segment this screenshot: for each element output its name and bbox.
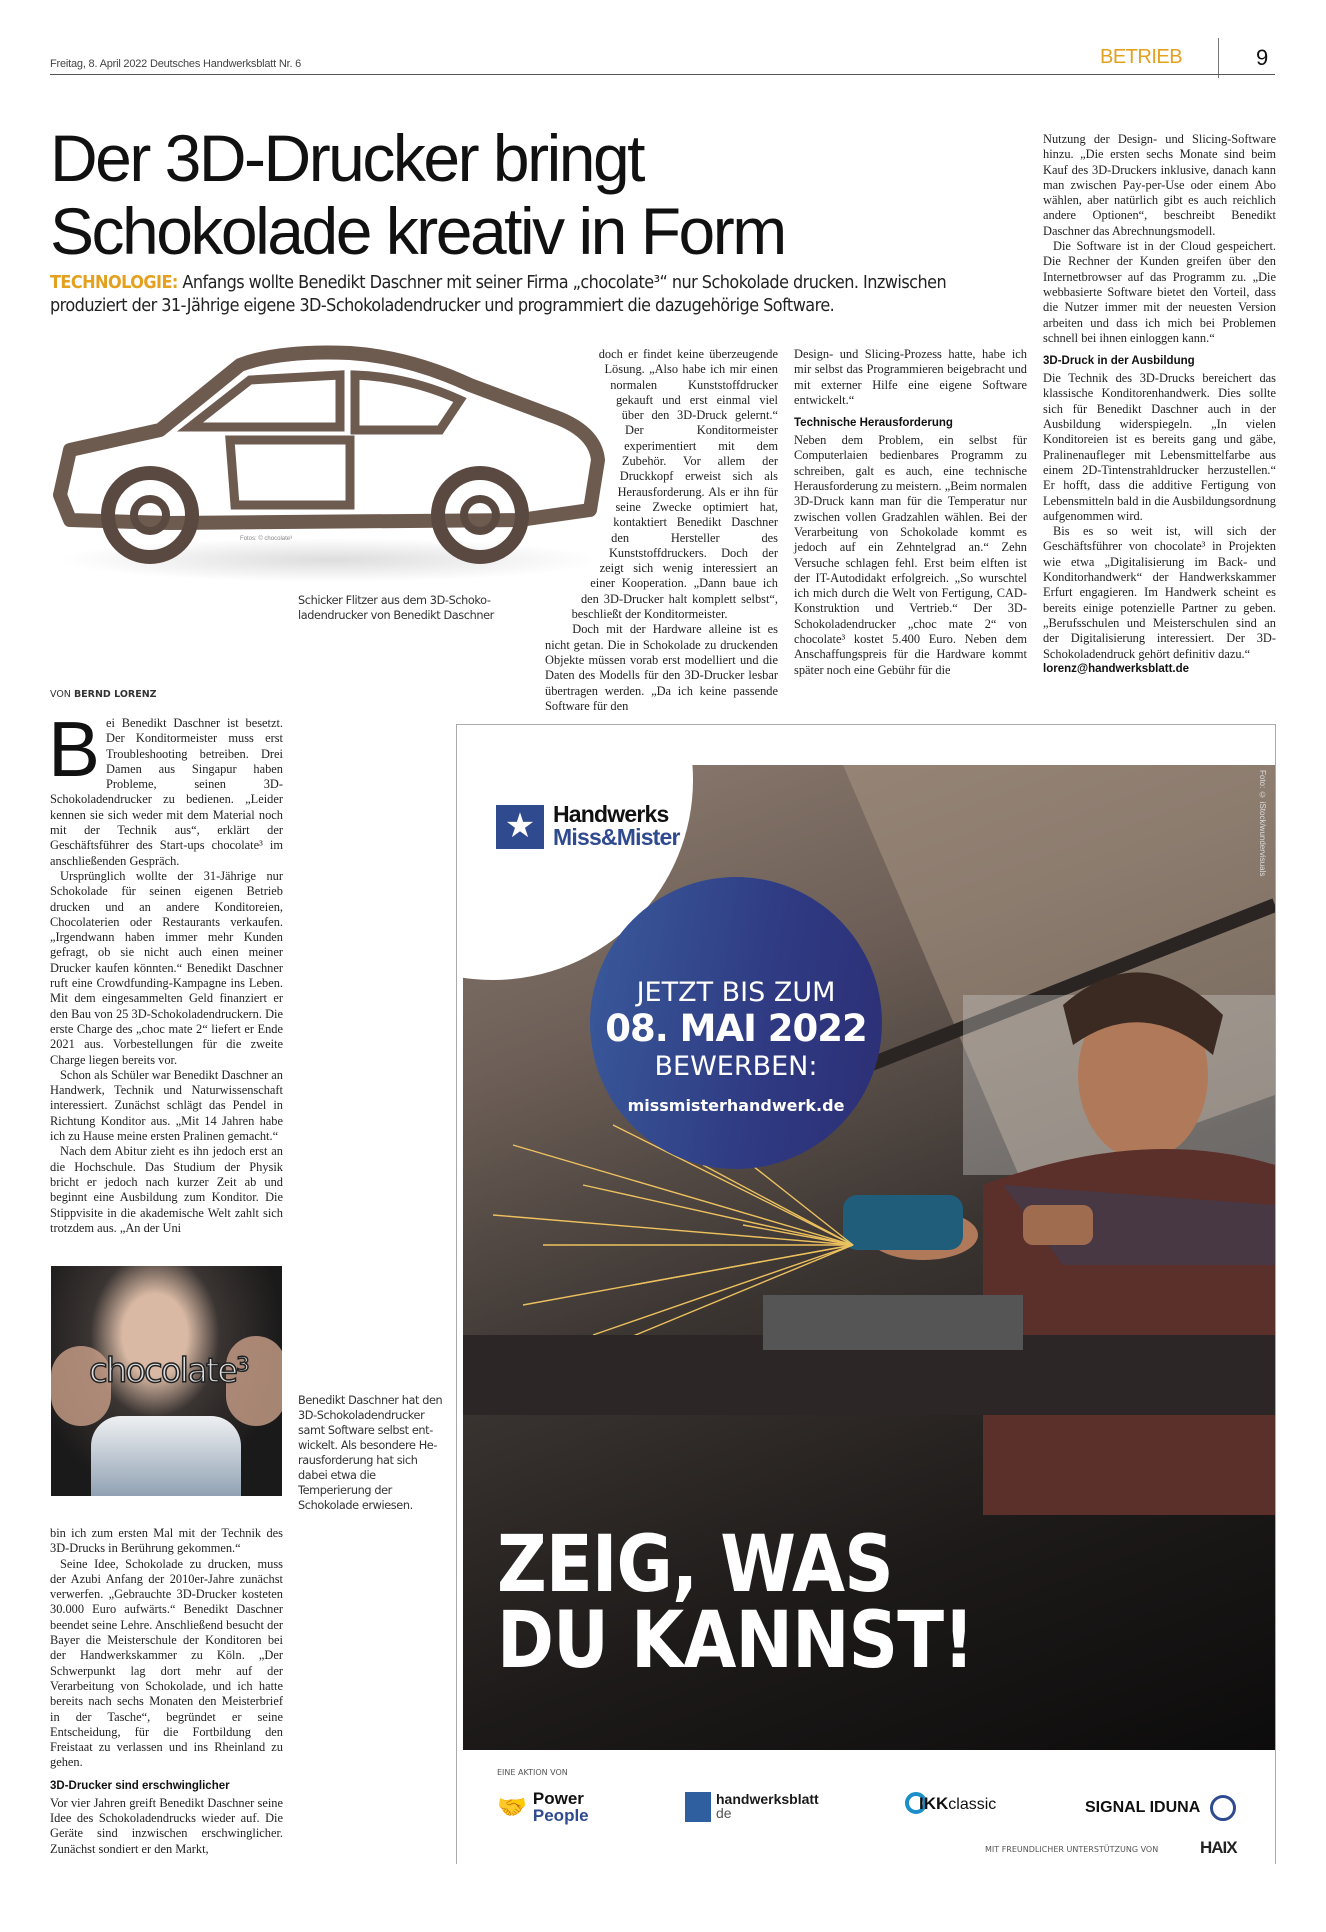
campaign-url[interactable]: missmisterhandwerk.de — [627, 1095, 845, 1115]
header-divider — [1218, 38, 1219, 78]
ad-photo — [463, 765, 1275, 1750]
header-rule — [50, 74, 1275, 75]
headline-line-1: Der 3D-Drucker bringt — [50, 121, 643, 195]
action-label: EINE AKTION VON — [497, 1768, 568, 1777]
issue-info: Freitag, 8. April 2022 Deutsches Handwerksblatt Nr. 6 — [50, 58, 302, 70]
article-teaser — [50, 272, 952, 318]
paragraph: Design- und Slicing-Prozess hatte, habe ich mir selbst das Programmieren beigebracht und mit externer Hilfe eine eigene Software entwickelt.“ — [794, 347, 1027, 407]
chocolate-car-photo — [50, 345, 610, 590]
slogan-line-2: DU KANNST! — [497, 1596, 974, 1687]
column-3 — [794, 347, 1027, 678]
column-4 — [1043, 132, 1276, 677]
deadline-circle — [590, 877, 882, 1169]
photo-credit: Fotos: © chocolate³ — [240, 536, 293, 542]
ad-slogan — [497, 1520, 1039, 1687]
byline — [50, 689, 157, 700]
headline-line-2: Schokolade kreativ in Form — [50, 193, 785, 268]
article-headline — [50, 122, 785, 267]
subheading: Technische Herausforderung — [794, 417, 953, 430]
author-email[interactable]: lorenz@handwerksblatt.de — [1043, 662, 1190, 675]
haix-logo: HAIX — [1200, 1838, 1237, 1857]
paragraph: Die Software ist in der Cloud gespeichert. Die Rechner der Kunden greifen über den Internetbrowser auf das Programm zu. „Die webbasierte Software bietet den Vorteil, dass die Nutzer immer mit der neuesten Version arbeiten und dass ich mich bei Problemen schnell bei ihnen einloggen kann.“ — [1043, 239, 1276, 345]
support-label: MIT FREUNDLICHER UNTERSTÜTZUNG VON — [985, 1845, 1159, 1854]
paragraph: Doch mit der Hardware alleine ist es nicht getan. Die in Schokolade zu druckenden Objekte müssen vorab erst modelliert und die Daten des Modells für den 3D-Drucker lesbar übertragen werden. „Da ich keine passende Software für den — [545, 622, 778, 713]
miss-mister-logo — [553, 803, 680, 849]
kicker: TECHNOLOGIE: — [50, 273, 178, 293]
column-1-top — [48, 705, 283, 1236]
byline-prefix: VON — [50, 689, 74, 700]
sponsor-signal-iduna — [1085, 1795, 1236, 1821]
chef-photo — [51, 1266, 282, 1496]
chef-apron — [91, 1416, 241, 1496]
sponsor-power-people — [497, 1790, 589, 1824]
signal-iduna-logo-icon — [1210, 1795, 1236, 1821]
handwerksblatt-logo-icon — [685, 1792, 711, 1822]
teaser-text: Anfangs wollte Benedikt Daschner mit seiner Firma „chocolate³“ nur Schokolade drucken. Inzwischen produziert der 31-Jährige eigene 3D-Schokoladendrucker und programmiert die dazugehörige Software. — [50, 273, 947, 317]
car-caption: Schicker Flitzer aus dem 3D-Schoko-ladendrucker von Benedikt Daschner — [298, 594, 494, 622]
sponsor-name: SIGNAL IDUNA — [1085, 1799, 1201, 1816]
sponsor-name: People — [532, 1806, 589, 1825]
paragraph: Seine Idee, Schokolade zu drucken, muss der Azubi Anfang der 2010er-Jahre zunächst verwerfen. „Gebrauchte 3D-Drucker kosteten 30.000 Euro aufwärts.“ Benedikt Daschner beendet seine Lehre. Anschließend besucht der Bayer die Meisterschule der Konditoren bei der Handwerkskammer zu Köln. „Der Schwerpunkt lag dort mehr auf der Verarbeitung von Schokolade, und ich hatte bereits nach sechs Monaten den Meisterbrief in der Tasche“, begründet er seine Entscheidung, für die Fortbildung den Freistaat zu verlassen und ins Rheinland zu gehen. — [50, 1556, 283, 1770]
section-label: BETRIEB — [1100, 46, 1183, 68]
paragraph: doch er findet keine überzeugende Lösung. „Also habe ich mir einen normalen Kunststoffdrucker gekauft und erst einmal viel über den 3D-Druck gelernt.“ Der Konditormeister experimentiert mit dem Zubehör. Vor allem der Druckkopf erweist sich als Herausforderung. Als er ihn für seine Zwecke optimiert hat, kontaktiert Benedikt Daschner den Hersteller des Kunststoffdruckers. Doch der zeigt sich wenig interessiert an einer Kooperation. „Dann baue ich den 3D-Drucker halt komplett selbst“, beschließt der Konditormeister. — [571, 347, 778, 622]
logo-line-1: Handwerks — [553, 801, 669, 827]
page-number: 9 — [1256, 45, 1269, 70]
author-name: BERND LORENZ — [73, 689, 157, 700]
sponsor-handwerksblatt — [685, 1792, 819, 1822]
paragraph: Nutzung der Design- und Slicing-Software hinzu. „Die ersten sechs Monate sind beim Kauf des 3D-Druckers inklusive, danach kann man zwischen Pay-per-Use oder einem Abo wählen, aber natürlich gibt es auch reichlich andere Optionen“, beschreibt Benedikt Daschner das Abrechnungsmodell. — [1043, 132, 1276, 238]
circle-line-1: JETZT BIS ZUM — [636, 977, 836, 1008]
sponsor-name: IKK — [919, 1794, 949, 1813]
circle-date: 08. MAI 2022 — [605, 1007, 867, 1050]
ad-photo-credit: Foto: © iStock/wundervisuals — [1258, 770, 1267, 877]
paragraph-text: ei Benedikt Daschner ist besetzt. Der Konditormeister muss erst Troubleshooting betreiben. Drei Damen aus Singapur haben Probleme, seinen 3D-Schokoladendrucker zu bedienen. „Leider kennen sie sich weder mit dem Material noch mit der Technik aus“, erklärt der Geschäftsführer des Start-ups chocolate³ im anschließenden Gespräch. — [50, 716, 283, 868]
sponsor-suffix: de — [716, 1805, 732, 1821]
handshake-icon: 🤝 — [497, 1794, 527, 1821]
paragraph: Bis es so weit ist, will sich der Geschäftsführer von chocolate³ in Projekten wie etwa „Digitalisierung im Back- und Konditorhandwerk“ der Handwerkskammer Erfurt engagieren. Im Handwerk scheint es bereits einige potenzielle Partner zu geben. „Berufsschulen und Meisterschulen sind an der Digitalisierung interessiert. Der 3D-Schokoladendruck gehört definitiv dazu.“ — [1043, 524, 1276, 661]
drop-cap: B — [48, 705, 101, 793]
paragraph: Vor vier Jahren greift Benedikt Daschner seine Idee des Schokoladendrucks wieder auf. Die Geräte sind inzwischen erschwinglicher. Zunächst sondiert er den Markt, — [50, 1795, 283, 1856]
sponsor-ikk-classic — [905, 1792, 996, 1814]
paragraph: Neben dem Problem, ein selbst für Computerlaien bedienbares Programm zu schreiben, galt es auch, eine technische Herausforderung zu meistern. „Beim normalen 3D-Druck kann man für die Temperatur nur zwischen vollen Gradzahlen wählen. Bei der Verarbeitung von Schokolade kommt es jedoch auf ein Zehntelgrad an.“ Zehn Versuche schlagen fehl. Erst beim elften ist der IT-Autodidakt erfolgreich. „So wurschtel ich mich durch die Welt von Fertigung, CAD-Konstruktion und Vertrieb.“ Der 3D-Schokoladendrucker „choc mate 2“ von chocolate³ kostet 5.400 Euro. Neben dem Anschaffungspreis für die Hardware kommt später noch eine Gebühr für die — [794, 433, 1027, 677]
sponsor-name: Power — [532, 1789, 584, 1808]
column-2 — [545, 347, 778, 714]
chef-caption: Benedikt Daschner hat den 3D-Schokoladendrucker samt Software selbst ent-wickelt. Als besondere He-rausforderung hat sich dabei etwa die Temperierung der Schokolade erwiesen. — [298, 1394, 443, 1512]
logo-line-2: Miss&Mister — [553, 824, 680, 850]
circle-line-3: BEWERBEN: — [654, 1050, 818, 1082]
subheading: 3D-Druck in der Ausbildung — [1043, 355, 1195, 368]
sponsor-name: handwerksblatt — [716, 1791, 819, 1807]
chocolate-logo: chocolate³ — [89, 1351, 248, 1391]
sponsor-name-suffix: classic — [948, 1796, 997, 1813]
paragraph: Ursprünglich wollte der 31-Jährige nur Schokolade für seinen eigenen Betrieb drucken und an andere Konditoreien, Chocolaterien oder Restaurants verkaufen. „Irgendwann haben immer mehr Kunden gefragt, ob sie nicht auch einen meiner Drucker kaufen könnten.“ Benedikt Daschner ruft eine Crowdfunding-Kampagne ins Leben. Mit dem eingesammelten Geld finanziert er den Bau von 25 3D-Schokoladendruckern. Die erste Charge des „choc mate 2“ liefert er Ende 2021 aus. Vorbestellungen für die zweite Charge liegen bereits vor. — [50, 868, 283, 1067]
car-illustration — [50, 345, 610, 590]
slogan-line-1: ZEIG, WAS — [497, 1520, 893, 1610]
paragraph: Die Technik des 3D-Drucks bereichert das klassische Konditorenhandwerk. Dies sollte sich für Benedikt Daschner auch in der Ausbildung widerspiegeln. „In vielen Konditoreien ist es bereits gang und gäbe, Pralinenaufleger mit Lebensmittelfarbe aus einem 2D-Tintenstrahldrucker herzustellen.“ Er hofft, dass die additive Fertigung von Lebensmitteln bald in die Ausbildungsordnung aufgenommen wird. — [1043, 371, 1276, 523]
star-icon: ★ — [496, 805, 544, 849]
column-1-bottom — [50, 1526, 283, 1857]
paragraph: Nach dem Abitur zieht es ihn jedoch erst an die Hochschule. Das Studium der Physik bricht er jedoch nach kurzer Zeit ab und beginnt eine Ausbildung zum Konditor. Die Stippvisite in die akademische Welt zahlt sich trotzdem aus. „An der Uni — [50, 1144, 283, 1235]
subheading: 3D-Drucker sind erschwinglicher — [50, 1779, 230, 1792]
paragraph: bin ich zum ersten Mal mit der Technik des 3D-Drucks in Berührung gekommen.“ — [50, 1526, 283, 1556]
paragraph: Schon als Schüler war Benedikt Daschner an Handwerk, Technik und Naturwissenschaft interessiert. Zunächst schlägt das Pendel in Richtung Konditor aus. „Mit 14 Jahren habe ich zu Hause meine ersten Pralinen gemacht.“ — [50, 1067, 283, 1144]
paragraph — [48, 705, 283, 869]
